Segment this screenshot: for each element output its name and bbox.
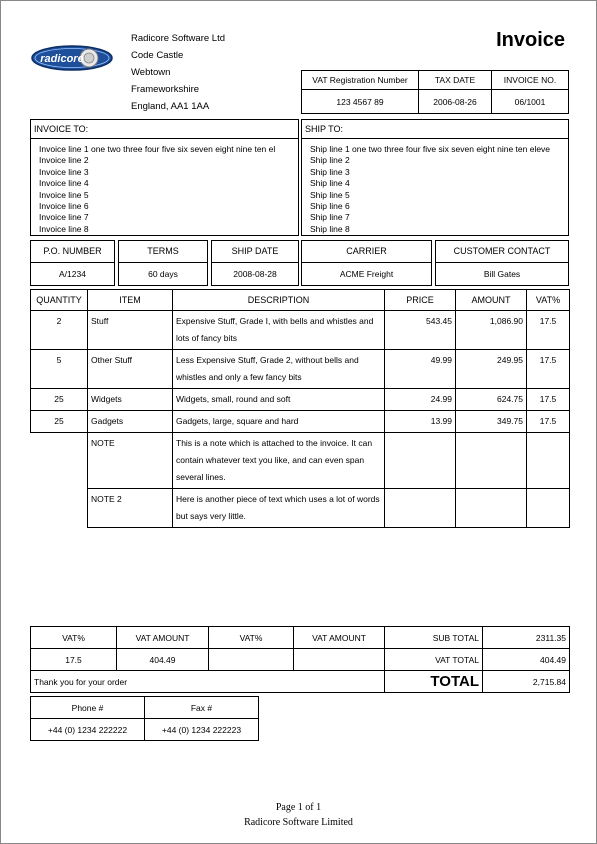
ship-to-line: Ship line 2 (310, 155, 350, 166)
ship-to-header (301, 119, 569, 139)
fax-value: +44 (0) 1234 222223 (145, 719, 259, 741)
item-qty: 25 (31, 411, 88, 433)
note-row (31, 489, 570, 528)
tax-date-value: 2006-08-26 (419, 90, 492, 114)
invoice-to-line: Invoice line 8 (39, 223, 89, 234)
phone-value: +44 (0) 1234 222222 (31, 719, 145, 741)
vat-amount-value (294, 649, 385, 671)
note-empty-cell (456, 489, 527, 528)
vat-total-value: 404.49 (483, 649, 570, 671)
total-label: TOTAL (385, 671, 483, 693)
item-name: Gadgets (88, 411, 173, 433)
terms-box (118, 240, 208, 286)
customer-contact-box (435, 240, 569, 286)
item-price: 543.45 (385, 311, 456, 350)
table-row (31, 411, 570, 433)
table-row (31, 389, 570, 411)
invoice-to-line: Invoice line 7 (39, 212, 89, 223)
item-vat: 17.5 (527, 350, 570, 389)
note-empty-cell (527, 433, 570, 489)
item-amount: 1,086.90 (456, 311, 527, 350)
vat-reg-value: 123 4567 89 (302, 90, 419, 114)
po-number-label: P.O. NUMBER (31, 241, 114, 263)
page-footer (1, 800, 596, 830)
col-description: DESCRIPTION (173, 290, 385, 311)
totals-table (30, 626, 570, 693)
note-spacer (31, 433, 88, 489)
ship-to-line: Ship line 4 (310, 178, 350, 189)
ship-date-label: SHIP DATE (212, 241, 298, 263)
item-amount: 249.95 (456, 350, 527, 389)
carrier-label: CARRIER (302, 241, 431, 263)
po-number-box (30, 240, 115, 286)
col-item: ITEM (88, 290, 173, 311)
ship-to-address (301, 139, 569, 236)
terms-label: TERMS (119, 241, 207, 263)
item-price: 49.99 (385, 350, 456, 389)
ship-to-label: SHIP TO: (305, 124, 344, 134)
item-name: Widgets (88, 389, 173, 411)
company-name: Radicore Software Ltd (131, 33, 225, 44)
vat-percent-header: VAT% (31, 627, 117, 649)
item-amount: 349.75 (456, 411, 527, 433)
note-label: NOTE 2 (88, 489, 173, 528)
fax-header: Fax # (145, 697, 259, 719)
item-description: Less Expensive Stuff, Grade 2, without bells and whistles and only a few fancy bits (173, 350, 385, 389)
radicore-logo (31, 41, 113, 75)
thank-you-message: Thank you for your order (31, 671, 385, 693)
item-price: 24.99 (385, 389, 456, 411)
vat-percent-value (209, 649, 294, 671)
vat-amount-header: VAT AMOUNT (294, 627, 385, 649)
footer-company: Radicore Software Limited (244, 817, 353, 828)
ship-to-line: Ship line 1 one two three four five six seven eight nine ten eleve (310, 144, 551, 154)
carrier-value: ACME Freight (339, 269, 394, 279)
company-address-line: Webtown (131, 67, 171, 78)
invoice-to-line: Invoice line 2 (39, 155, 89, 166)
vat-percent-value: 17.5 (31, 649, 117, 671)
invoice-to-label: INVOICE TO: (34, 124, 89, 134)
page-number: Page 1 of 1 (275, 802, 322, 813)
company-address (131, 30, 225, 115)
sub-total-value: 2311.35 (483, 627, 570, 649)
invoice-to-line: Invoice line 4 (39, 178, 89, 189)
carrier-box (301, 240, 432, 286)
invoice-to-line: Invoice line 5 (39, 189, 89, 200)
contact-table (30, 696, 259, 741)
note-text: Here is another piece of text which uses a lot of words but says very little. (173, 489, 385, 528)
vat-amount-header: VAT AMOUNT (117, 627, 209, 649)
item-vat: 17.5 (527, 411, 570, 433)
company-address-line: Code Castle (131, 50, 184, 61)
invoice-to-address (30, 139, 299, 236)
customer-contact-label: CUSTOMER CONTACT (436, 241, 568, 263)
item-description: Expensive Stuff, Grade I, with bells and whistles and lots of fancy bits (173, 311, 385, 350)
item-amount: 624.75 (456, 389, 527, 411)
item-name: Other Stuff (88, 350, 173, 389)
note-empty-cell (527, 489, 570, 528)
total-value: 2,715.84 (483, 671, 570, 693)
col-amount: AMOUNT (456, 290, 527, 311)
ship-to-line: Ship line 8 (310, 223, 350, 234)
invoice-no-header: INVOICE NO. (492, 71, 569, 90)
note-empty-cell (385, 433, 456, 489)
ship-date-box (211, 240, 299, 286)
ship-to-line: Ship line 3 (310, 166, 350, 177)
item-qty: 5 (31, 350, 88, 389)
ship-to-line: Ship line 5 (310, 189, 350, 200)
logo-text: radicore (40, 53, 84, 65)
col-vat: VAT% (527, 290, 570, 311)
vat-total-label: VAT TOTAL (385, 649, 483, 671)
company-address-line: Frameworkshire (131, 84, 200, 95)
line-items-table (30, 289, 570, 528)
item-name: Stuff (88, 311, 173, 350)
item-qty: 2 (31, 311, 88, 350)
note-row (31, 433, 570, 489)
invoice-no-value: 06/1001 (492, 90, 569, 114)
item-price: 13.99 (385, 411, 456, 433)
po-number-value: A/1234 (59, 269, 86, 279)
table-row (31, 311, 570, 350)
phone-header: Phone # (31, 697, 145, 719)
note-label: NOTE (88, 433, 173, 489)
vat-amount-value: 404.49 (117, 649, 209, 671)
ship-date-value: 2008-08-28 (233, 269, 277, 279)
item-description: Widgets, small, round and soft (173, 389, 385, 411)
invoice-to-line: Invoice line 3 (39, 166, 89, 177)
document-title: Invoice (496, 29, 565, 51)
col-quantity: QUANTITY (31, 290, 88, 311)
invoice-to-line: Invoice line 1 one two three four five six seven eight nine ten el (39, 144, 276, 154)
col-price: PRICE (385, 290, 456, 311)
customer-contact-value: Bill Gates (483, 269, 521, 279)
note-empty-cell (385, 489, 456, 528)
terms-value: 60 days (148, 269, 178, 279)
note-empty-cell (456, 433, 527, 489)
note-text: This is a note which is attached to the invoice. It can contain whatever text you like, and can even span several lines. (173, 433, 385, 489)
invoice-header-table (301, 70, 569, 114)
vat-reg-header: VAT Registration Number (302, 71, 419, 90)
item-vat: 17.5 (527, 389, 570, 411)
item-qty: 25 (31, 389, 88, 411)
company-address-line: England, AA1 1AA (131, 101, 210, 112)
tax-date-header: TAX DATE (419, 71, 492, 90)
table-row (31, 350, 570, 389)
item-vat: 17.5 (527, 311, 570, 350)
vat-percent-header: VAT% (209, 627, 294, 649)
ship-to-line: Ship line 7 (310, 212, 350, 223)
item-description: Gadgets, large, square and hard (173, 411, 385, 433)
invoice-to-line: Invoice line 6 (39, 201, 89, 212)
ship-to-line: Ship line 6 (310, 201, 350, 212)
sub-total-label: SUB TOTAL (385, 627, 483, 649)
note-spacer (31, 489, 88, 528)
invoice-to-header (30, 119, 299, 139)
